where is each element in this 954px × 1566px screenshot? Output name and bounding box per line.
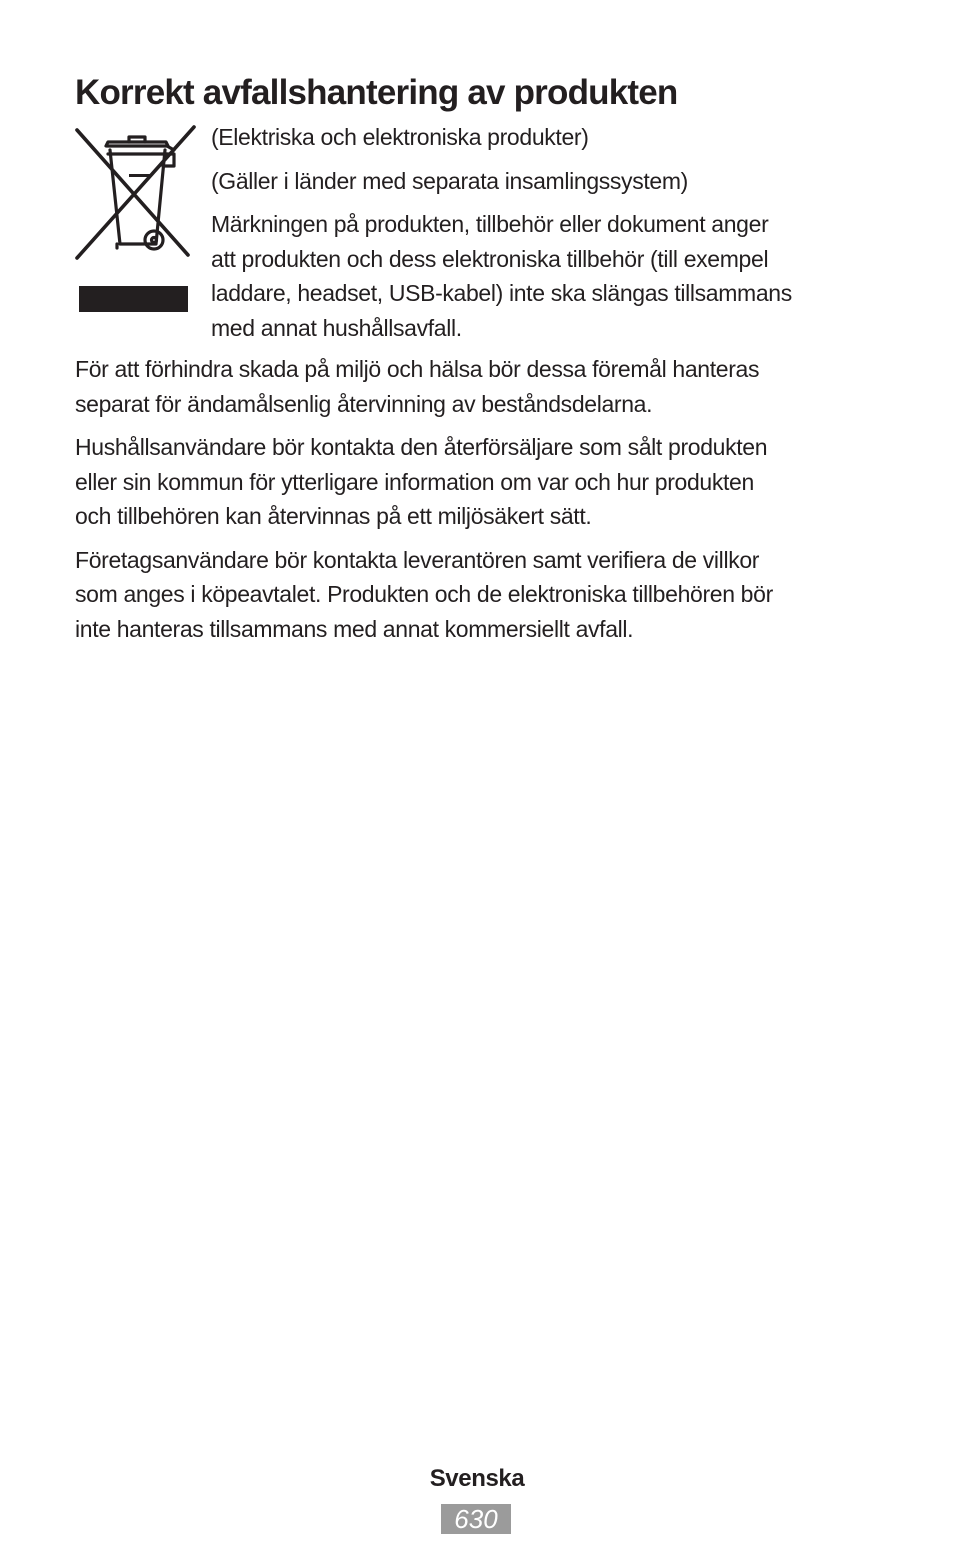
body-paragraph-1: För att förhindra skada på miljö och hälsa bör dessa föremål hanteras separat för ändamålsenlig återvinning av beståndsdelarna. bbox=[75, 356, 760, 417]
intro-paragraph-1: (Elektriska och elektroniska produkter) bbox=[211, 124, 589, 150]
page-number-badge: 630 bbox=[441, 1504, 511, 1534]
page-title: Korrekt avfallshantering av produkten bbox=[75, 73, 678, 112]
intro-paragraph-2: (Gäller i länder med separata insamlingssystem) bbox=[211, 167, 688, 194]
crossed-out-wheelie-bin-icon bbox=[74, 124, 198, 316]
footer-language: Svenska bbox=[429, 1465, 525, 1492]
body-paragraph-3: Företagsanvändare bör kontakta leverantören samt verifiera de villkor som anges i köpeavtalet. Produkten och de elektroniska tillbehören bör inte hanteras tillsammans med annat kommersiellt avfall. bbox=[75, 546, 773, 642]
intro-text-block bbox=[211, 120, 871, 354]
intro-paragraph-3: Märkningen på produkten, tillbehör eller dokument anger att produkten och dess elektroniska tillbehör (till exempel laddare, headset, USB-kabel) inte ska slängas tillsammans med annat hushållsavfall. bbox=[211, 211, 792, 341]
body-text-block bbox=[75, 352, 875, 655]
body-paragraph-2: Hushållsanvändare bör kontakta den återförsäljare som sålt produkten eller sin kommun för ytterligare information om var och hur produkten och tillbehören kan återvinnas på ett miljösäkert sätt. bbox=[75, 434, 768, 529]
